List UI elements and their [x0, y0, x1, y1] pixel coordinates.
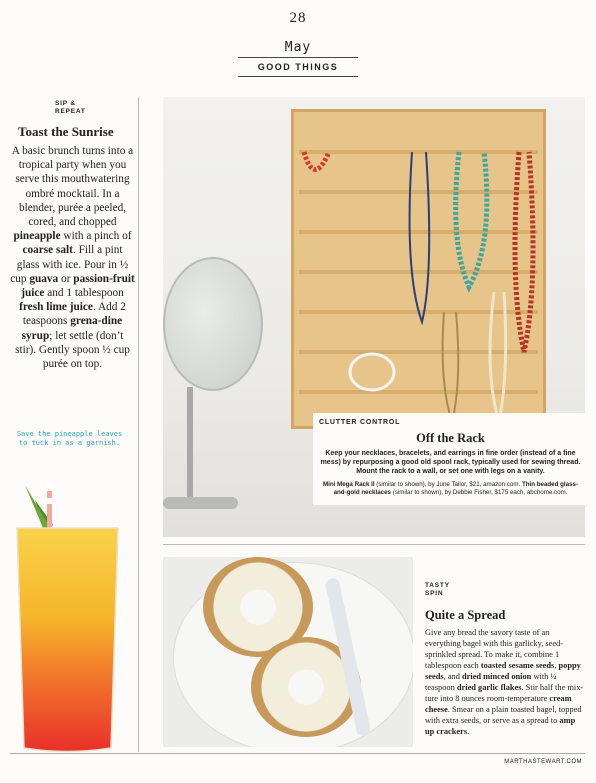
spread-body: Give any bread the savory taste of an everything bagel with this garlicky, seed-sprinkled spread. To make it, combine 1 tablespoon each toasted sesame seeds, poppy seeds, and dried minced onion with ¼ teaspoon dried garlic flakes. Stir half the mix-ture into 8 ounces room-temperature cream cheese. Smear on a plain toasted bagel, topped with extra seeds, or serve as a spread to amp up crackers.	[425, 628, 584, 736]
rack-text: Keep your necklaces, bracelets, and earrings in fine order (instead of a fine mess) by repurposing a good old spool rack, typically used for sewing thread. Mount the rack to a wall, or set one with legs on a vanity.	[320, 450, 581, 475]
rack-kicker: CLUTTER CONTROL	[319, 419, 401, 426]
spool-rack	[291, 109, 546, 429]
spread-kicker	[425, 582, 585, 598]
sidebar-kicker-line2: REPEAT	[55, 108, 86, 115]
bagel-photo	[163, 557, 413, 747]
month-label: May	[284, 40, 312, 55]
rack-caption	[313, 413, 585, 505]
jewelry-rack-photo	[163, 97, 585, 537]
sidebar-title: Toast the Sunrise	[18, 124, 114, 139]
section-divider	[163, 544, 585, 545]
garnish-tip: Save the pineapple leaves to tuck in as a garnish.	[16, 430, 123, 447]
sidebar-kicker-line1: SIP &	[55, 100, 76, 107]
credit-detail-1: (similar to shown), by June Tailor, $21, amazon.com.	[374, 481, 522, 488]
necklaces	[294, 112, 543, 426]
header-rule-top	[238, 57, 358, 58]
sidebar-kicker	[55, 100, 135, 116]
spread-article	[425, 582, 585, 737]
sidebar-body: A basic brunch turns into a tropical party when you serve this mouthwatering ombré mocktail. In a blender, purée a peeled, cored, and chopped pineapple with a pinch of coarse salt. Fill a pint glass with ice. Pour in ½ cup guava or passion-fruit juice and 1 tablespoon fresh lime juice. Add 2 teaspoons grena-dine syrup; let settle (don’t stir). Gently spoon ½ cup purée on top.	[10, 145, 135, 371]
spread-kicker-line1: TASTY	[425, 582, 450, 589]
footer-rule	[10, 753, 585, 754]
spread-title: Quite a Spread	[425, 608, 506, 622]
rack-credit	[319, 481, 582, 497]
rack-title: Off the Rack	[416, 431, 485, 445]
sidebar-article	[10, 100, 135, 371]
section-title: GOOD THINGS	[257, 62, 339, 72]
vanity-mirror	[163, 257, 263, 391]
column-divider	[138, 97, 139, 752]
sunrise-drink-image	[15, 470, 120, 755]
credit-product-2: Thin beaded glass-and-gold necklaces	[333, 481, 579, 496]
mirror-stand	[187, 387, 193, 502]
header-rule-bottom	[238, 76, 358, 77]
spread-kicker-line2: SPIN	[425, 590, 444, 597]
page-number: 28	[289, 10, 307, 26]
mirror-base	[163, 497, 238, 509]
credit-detail-2: (similar to shown), by Debbie Fisher, $175 each, abchome.com.	[391, 489, 568, 496]
credit-product-1: Mini Mega Rack II	[322, 481, 375, 488]
footer-url: MARTHASTEWART.COM	[504, 759, 582, 765]
